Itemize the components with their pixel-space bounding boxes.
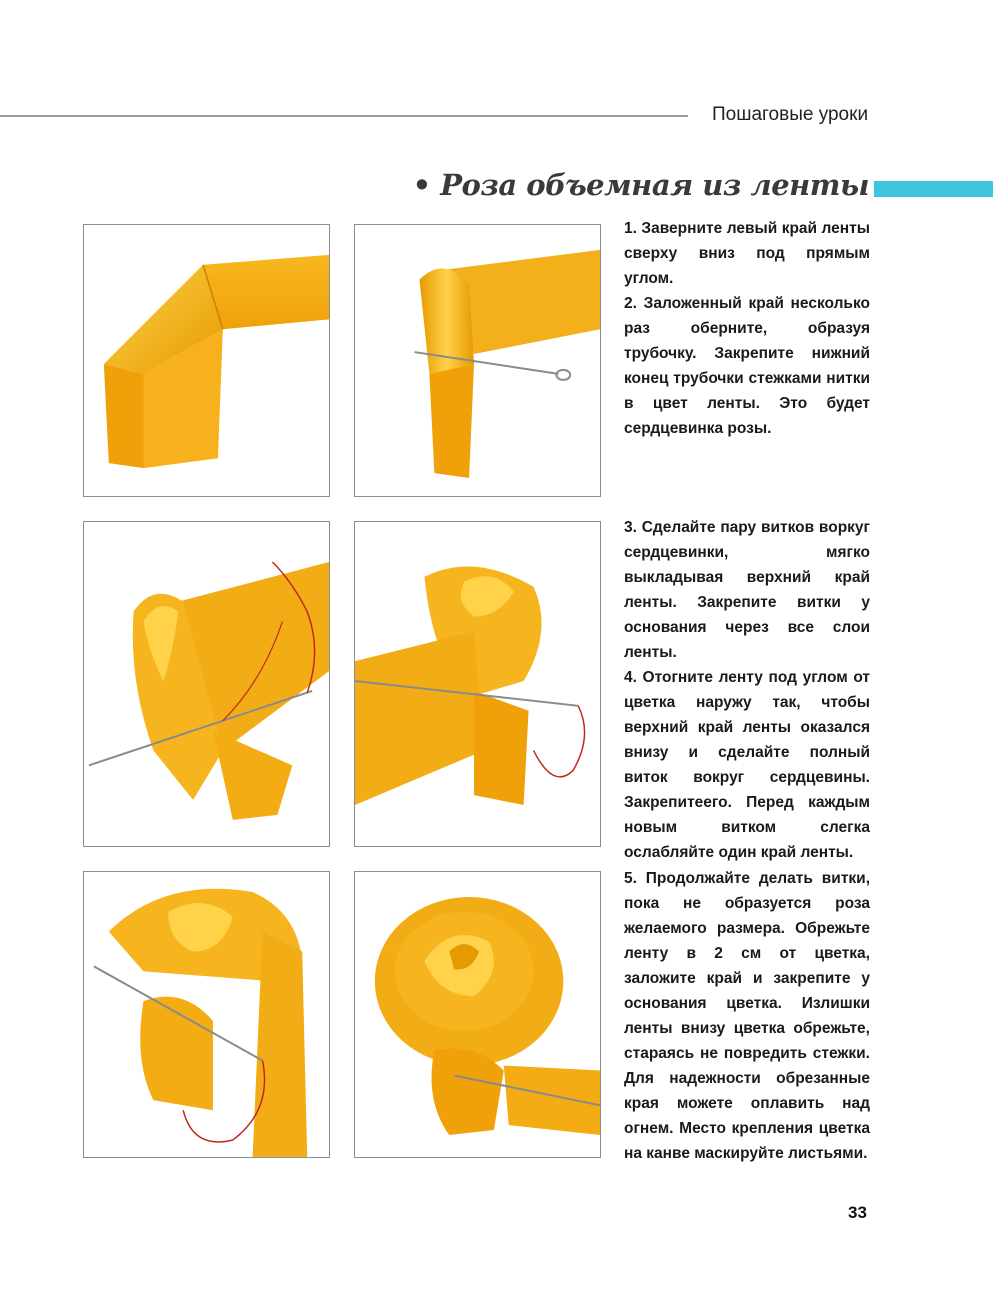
ribbon-fold-icon bbox=[84, 225, 329, 496]
step-photo-6 bbox=[354, 871, 601, 1158]
step-photo-1 bbox=[83, 224, 330, 497]
header-rule bbox=[0, 115, 688, 117]
ribbon-rose-forming-icon bbox=[84, 872, 329, 1157]
step-photo-2 bbox=[354, 224, 601, 497]
ribbon-core-needle-icon bbox=[84, 522, 329, 846]
step-4-text: 4. Отогните ленту под углом от цветка наружу так, чтобы верхний край ленты оказался внизу и сделайте полный виток вокруг сердцевины. Закрепитеего. Перед каждым новым витком слегка ослабляйте один край ленты. bbox=[624, 669, 870, 861]
ribbon-rose-finished-icon bbox=[355, 872, 600, 1157]
ribbon-turn-needle-icon bbox=[355, 522, 600, 846]
title-accent-bar bbox=[874, 181, 993, 197]
steps-1-2-text bbox=[624, 216, 870, 441]
ribbon-tube-pin-icon bbox=[355, 225, 600, 496]
step-1-text: 1. Заверните левый край ленты сверху вниз под прямым углом. bbox=[624, 220, 870, 287]
step-photo-5 bbox=[83, 871, 330, 1158]
step-2-text: 2. Заложенный край несколько раз оберните, образуя трубочку. Закрепите нижний конец трубочки стежками нитки в цвет ленты. Это будет сердцевинка розы. bbox=[624, 295, 870, 437]
step-5-text-block bbox=[624, 866, 870, 1166]
step-photo-3 bbox=[83, 521, 330, 847]
step-3-text: 3. Сделайте пару витков воркуг сердцевинки, мягко выкладывая верхний край ленты. Закрепите витки у основания через все слои ленты. bbox=[624, 519, 870, 661]
steps-3-4-text bbox=[624, 515, 870, 865]
lesson-title: • Роза объемная из ленты bbox=[412, 168, 869, 202]
section-title: Пошаговые уроки bbox=[712, 104, 869, 125]
step-5-text: 5. Продолжайте делать витки, пока не образуется роза желаемого размера. Обрежьте ленту в 2 см от цветка, заложите край и закрепите у основания цветка. Излишки ленты внизу цветка обрежьте, стараясь не повредить стежки. Для надежности обрезанные края можете оплавить над огнем. Место крепления цветка на канве маскируйте листьями. bbox=[624, 870, 870, 1162]
step-photo-4 bbox=[354, 521, 601, 847]
page-number: 33 bbox=[848, 1203, 867, 1222]
